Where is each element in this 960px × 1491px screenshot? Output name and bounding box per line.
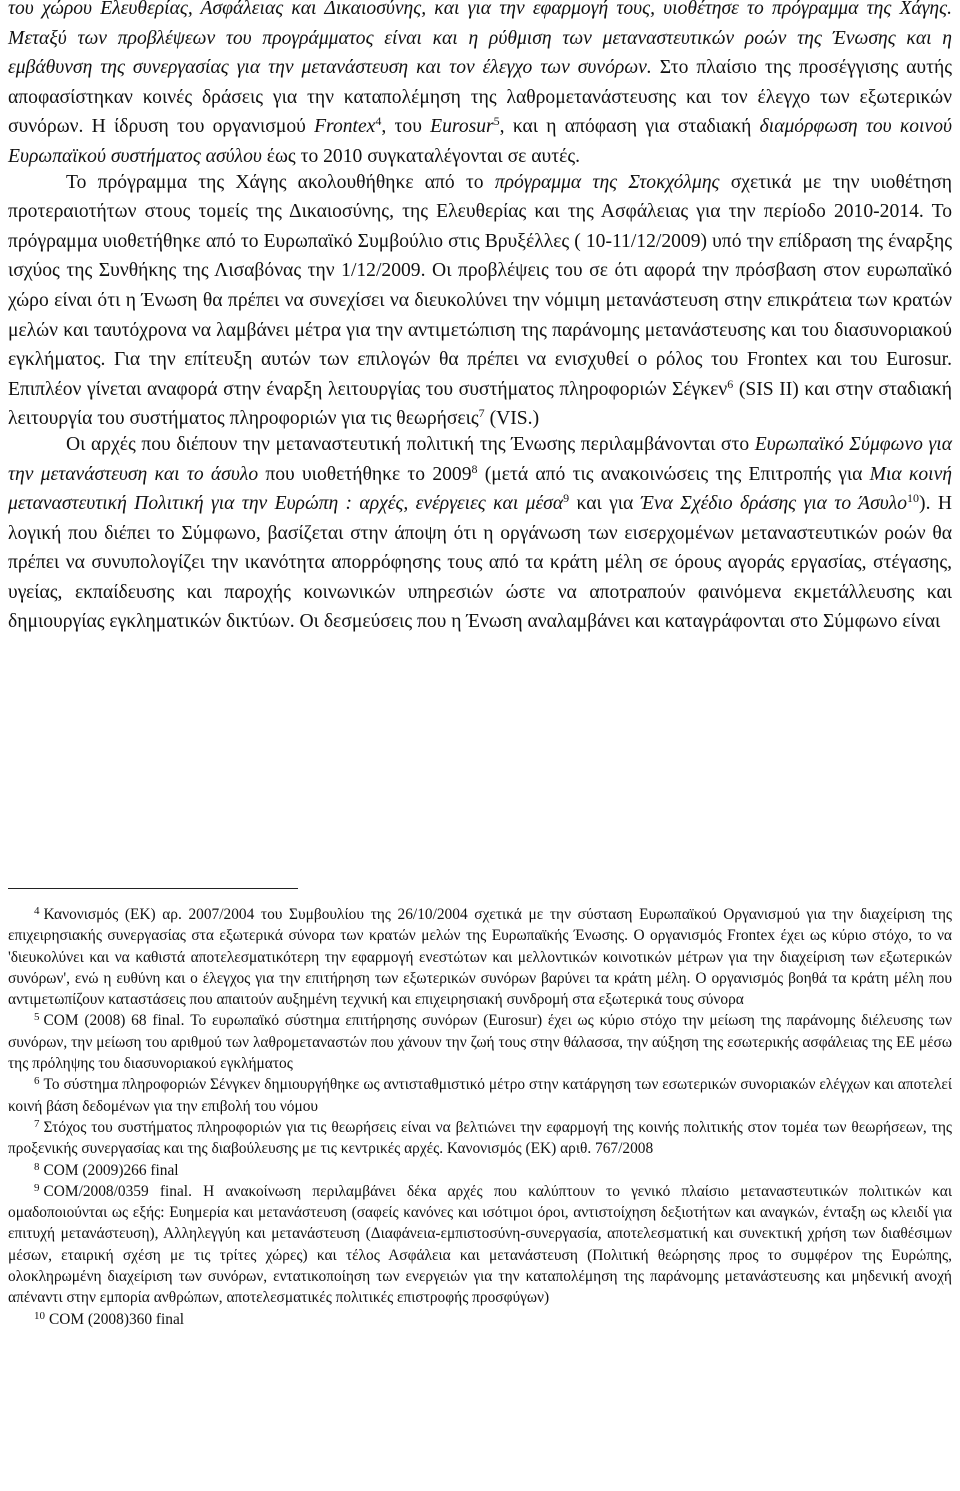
body-text: και για <box>569 493 641 515</box>
italic-text: Μια κοινή μεταναστευτική Πολιτική για την Ευρώπη : αρχές, ενέργειες και μέσα <box>8 463 952 515</box>
body-text: (VIS.) <box>484 408 540 430</box>
footnote-text: Το σύστημα πληροφοριών Σένγκεν δημιουργήθηκε ως αντισταθμιστικό μέτρο στην κατάργηση των εσωτερικών συνοριακών ελέγχων και αποτελεί κοινή βάση δεδομένων για την επιβολή του νόμου <box>8 1076 952 1115</box>
body-text: Το πρόγραμμα της Χάγης ακολουθήθηκε από το <box>66 171 495 193</box>
body-text: , και η απόφαση για σταδιακή <box>499 116 760 138</box>
footnote <box>8 1010 952 1074</box>
footnote <box>8 1309 952 1330</box>
footnote-text: Κανονισμός (ΕΚ) αρ. 2007/2004 του Συμβουλίου της 26/10/2004 σχετικά με την σύσταση Ευρωπαϊκού Οργανισμού για την διαχείριση της επιχειρησιακής συνεργασίας στα εξωτερικά σύνορα των κρατών μελών της Ευρωπαϊκής Ένωσης. Ο οργανισμός Frontex έχει ως κύριο στόχο, το να 'διευκολύνει και να καθιστά αποτελεσματικότερη την εφαρμογή ενεστώτων και μελλοντικών κοινοτικών μέτρων για την διαχείριση των εξωτερικών συνόρων', ενώ η ευθύνη και ο έλεγχος για την επιτήρηση των εξωτερικών συνόρων βαρύνει τα κράτη μέλη. Ο οργανισμός βοηθά τα κράτη μέλη που αντιμετωπίζουν καταστάσεις που απαιτούν αυξημένη τεχνική και επιχειρησιακή συνδρομή στα εξωτερικά τους σύνορα <box>8 906 952 1009</box>
italic-text: Frontex <box>314 116 376 138</box>
footnote-text: COM (2009)266 final <box>43 1161 179 1179</box>
paragraph <box>8 430 952 637</box>
footnote <box>8 904 952 1010</box>
body-text: ). Η λογική που διέπει το Σύμφωνο, βασίζεται στην άποψη ότι η οργάνωση των εισερχομένων μεταναστευτικών ροών θα πρέπει να συνυπολογίζει την ικανότητα απορρόφησης τους από τα κράτη μέλη σε όρους αγοράς εργασίας, στέγασης, υγείας, εκπαίδευσης και παροχής κοινωνικών υπηρεσιών ώστε να αποτραπούν φαινόμενα εκμετάλλευσης και δημιουργίας εγκληματικών δικτύων. Οι δεσμεύσεις που η Ένωση αναλαμβάνει και καταγράφονται στο Σύμφωνο είναι <box>8 493 952 633</box>
body-text: Οι αρχές που διέπουν την μεταναστευτική πολιτική της Ένωσης περιλαμβάνονται στο <box>66 433 755 455</box>
footnote-number: 6 <box>34 1075 40 1088</box>
footnote-number: 7 <box>34 1117 40 1130</box>
footnote-text: COM (2008)360 final <box>49 1310 185 1328</box>
footnote-text: Στόχος του συστήματος πληροφοριών για τις θεωρήσεις είναι να βελτιώνει την εφαρμογή της κοινής πολιτικής στον τομέα των θεωρήσεων, της προξενικής συνεργασίας και της διαβούλευσης με τις κεντρικές αρχές. Κανονισμός (ΕΚ) αριθ. 767/2008 <box>8 1118 952 1158</box>
footnote-number: 4 <box>34 905 40 917</box>
footnote <box>8 1181 952 1309</box>
main-text <box>8 0 952 637</box>
footnotes <box>8 904 952 1330</box>
body-text: (μετά από τις ανακοινώσεις της Επιτροπής για <box>477 463 870 485</box>
body-text: σχετικά με την υιοθέτηση προτεραιοτήτων στους τομείς της Δικαιοσύνης, της Ελευθερίας και της Ασφάλειας για την περίοδο 2010-2014. Το πρόγραμμα υιοθετήθηκε από το Ευρωπαϊκό Συμβούλιο στις Βρυξέλλες ( 10-11/12/2009) υπό την επίδραση της έναρξης ισχύος της Συνθήκης της Λισαβόνας την 1/12/2009. Οι προβλέψεις του σε ότι αφορά την πρόσβαση στον ευρωπαϊκό χώρο είναι ότι η Ένωση θα πρέπει να συνεχίσει να διευκολύνει την νόμιμη μετανάστευση στην επικράτεια των κρατών μελών και ταυτόχρονα να λαμβάνει μέτρα για την αντιμετώπιση της παράνομης μετανάστευσης και του διασυνοριακού εγκλήματος. Για την επίτευξη αυτών των επιλογών θα πρέπει να ενισχυθεί ο ρόλος του Frontex και του Eurosur. Επιπλέον γίνεται αναφορά στην έναρξη λειτουργίας του συστήματος πληροφοριών Σέγκεν <box>8 171 952 400</box>
footnote-ref: 9 <box>563 491 570 506</box>
footnote-ref: 5 <box>493 114 500 129</box>
italic-text: Eurosur <box>430 116 494 138</box>
footnote <box>8 1117 952 1160</box>
body-text: που υιοθετήθηκε το 2009 <box>258 463 472 485</box>
italic-text: του χώρου Ελευθερίας, Ασφάλειας και Δικαιοσύνης, και για την εφαρμογή τους, υιοθέτησε το πρόγραμμα της Χάγης. Μεταξύ των προβλέψεων του προγράμματος είναι και η ρύθμιση των μεταναστευτικών ροών της Ένωσης και η εμβάθυνση της συνεργασίας για την μετανάστευση και τον έλεγχο των συνόρων. <box>8 0 952 79</box>
italic-text: διαμόρφωση του κοινού Ευρωπαϊκού συστήματος ασύλου <box>8 116 952 167</box>
body-text: Στο πλαίσιο της προσέγγισης αυτής αποφασίστηκαν κοινές δράσεις για την καταπολέμηση της λαθρομετανάστευσης και τον έλεγχο των εξωτερικών συνόρων. Η ίδρυση του οργανισμού <box>8 57 953 138</box>
footnote-number: 8 <box>34 1160 40 1173</box>
body-text: έως το 2010 συγκαταλέγονται σε αυτές. <box>261 145 581 167</box>
footnote-number: 10 <box>34 1309 45 1322</box>
paragraph <box>8 168 952 434</box>
footnote-ref: 4 <box>375 114 382 129</box>
body-text: , του <box>381 116 431 138</box>
italic-text: Ευρωπαϊκό Σύμφωνο για την μετανάστευση και το άσυλο <box>8 433 952 485</box>
footnote-number: 5 <box>34 1011 40 1024</box>
paragraph <box>8 0 952 172</box>
footnote <box>8 1160 952 1181</box>
footnote-text: COM/2008/0359 final. Η ανακοίνωση περιλαμβάνει δέκα αρχές που καλύπτουν το γενικό πλαίσιο μεταναστευτικών πολιτικών και ομαδοποιούνται ως εξής: Ευημερία και μετανάστευση (σαφείς κανόνες και ισότιμοι όροι, αντιστοίχηση δεξιοτήτων και αναγκών, ένταξη ως κλειδί για επιτυχή μετανάστευση), Αλληλεγγύη και μετανάστευση (Διαφάνεια-εμπιστοσύνη-συνεργασία, αποτελεσματική και συνεκτική χρήση των διαθέσιμων μέσων, εταιρική σχέση με τις τρίτες χώρες) και τέλος Ασφάλεια και μετανάστευση (Πολιτική θεώρησης προς το συμφέρον της Ευρώπης, ολοκληρωμένη διαχείριση των συνόρων, εντατικοποίηση των ενεργειών για την καταπολέμηση της παράνομης μετανάστευσης και μηδενική ανοχή απέναντι στην εμπορία ανθρώπων, αποτελεσματικές πολιτικές επιστροφής προσφύγων) <box>8 1182 952 1307</box>
footnote-number: 9 <box>34 1181 40 1194</box>
footnote <box>8 1074 952 1117</box>
footnote-ref: 7 <box>478 406 485 421</box>
italic-text: πρόγραμμα της Στοκχόλμης <box>494 171 720 193</box>
footnote-ref: 10 <box>907 491 920 506</box>
body-text: (SIS II) και στην σταδιακή λειτουργία του συστήματος πληροφοριών για τις θεωρήσεις <box>8 378 952 430</box>
footnote-separator <box>8 888 298 889</box>
footnote-text: COM (2008) 68 final. Το ευρωπαϊκό σύστημα επιτήρησης συνόρων (Eurosur) έχει ως κύριο στόχο την μείωση της παράνομης διέλευσης των συνόρων, την μείωση του αριθμού των λαθρομεταναστών που χάνουν την ζωή τους στην θάλασσα, την αύξηση της εσωτερικής ασφάλειας της ΕΕ μέσω της πρόληψης του διασυνοριακού εγκλήματος <box>8 1012 952 1073</box>
footnote-ref: 6 <box>727 376 734 391</box>
footnote-ref: 8 <box>471 461 478 476</box>
italic-text: Ένα Σχέδιο δράσης για το Άσυλο <box>640 493 908 515</box>
